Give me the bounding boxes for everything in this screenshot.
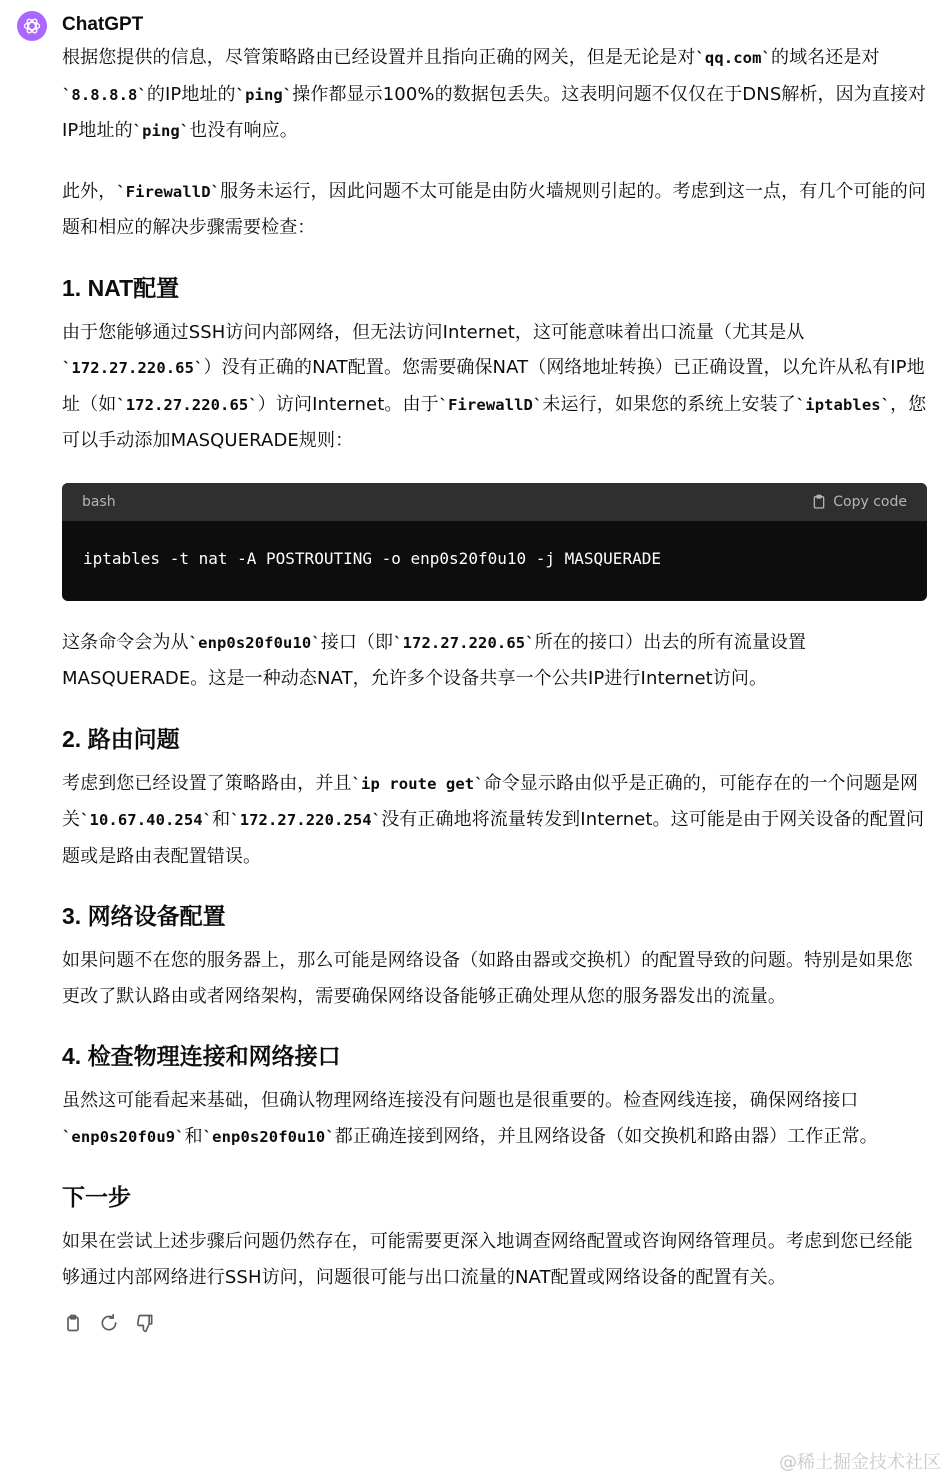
text-segment: 操作都显示100%的数据包丢失。这表明问题不仅仅在于DNS解析，因为直接对IP地址的 (62, 83, 927, 141)
heading-physical-connection: 4. 检查物理连接和网络接口 (62, 1043, 341, 1069)
text-segment: 命令显示路由似乎是正确的，可能存在的一个问题是网关 (62, 772, 919, 830)
inline-code: `172.27.220.65` (62, 359, 204, 377)
text-segment: ）访问Internet。由于 (257, 393, 439, 415)
paragraph-3 (62, 315, 930, 459)
text-segment: 根据您提供的信息，尽管策略路由已经设置并且指向正确的网关，但是无论是对 (62, 47, 696, 68)
code-language: bash (82, 493, 116, 510)
copy-code-button[interactable] (811, 494, 907, 510)
text-segment: 没有正确地将流量转发到Internet。这可能是由于网关设备的配置问题或是路由表配置错误。 (62, 809, 925, 867)
author-name: ChatGPT (62, 14, 144, 35)
paragraph-8: 如果在尝试上述步骤后问题仍然存在，可能需要更深入地调查网络配置或咨询网络管理员。考虑到您已经能够通过内部网络进行SSH访问，问题很可能与出口流量的NAT配置或网络设备的配置有关。 (62, 1231, 913, 1288)
code-content: iptables -t nat -A POSTROUTING -o enp0s20f0u10 -j MASQUERADE (83, 548, 661, 568)
text-segment: 的域名还是对 (770, 47, 880, 68)
text-segment: ）没有正确的NAT配置。您需要确保NAT（网络地址转换）已正确设置，以允许从私有IP地址（如 (62, 357, 925, 415)
text-segment: 这条命令会为从 (62, 631, 189, 653)
inline-code: `iptables` (795, 395, 891, 414)
inline-code: `8.8.8.8` (62, 85, 147, 104)
heading-next-step: 下一步 (62, 1184, 131, 1210)
paragraph-5 (62, 766, 930, 875)
message-actions (62, 1313, 930, 1333)
inline-code: `ping` (132, 122, 190, 140)
text-segment: 此外， (62, 180, 117, 202)
chatgpt-avatar (17, 11, 47, 41)
inline-code: `qq.com` (695, 49, 771, 67)
openai-logo-icon (22, 16, 42, 36)
heading-routing: 2. 路由问题 (62, 725, 180, 752)
text-segment: 服务未运行，因此问题不太可能是由防火墙规则引起的。考虑到这一点，有几个可能的问题和相应的解决步骤需要检查： (62, 180, 926, 238)
text-segment: 都正确连接到网络，并且网络设备（如交换机和路由器）工作正常。 (334, 1125, 878, 1147)
paragraph-6: 如果问题不在您的服务器上，那么可能是网络设备（如路由器或交换机）的配置导致的问题。特别是如果您更改了默认路由或者网络架构，需要确保网络设备能够正确处理从您的服务器发出的流量。 (62, 950, 913, 1007)
inline-code: `FirewallD` (438, 395, 543, 414)
heading-network-device: 3. 网络设备配置 (62, 903, 226, 929)
inline-code: `172.27.220.65` (393, 633, 535, 652)
regenerate-icon[interactable] (99, 1313, 119, 1333)
inline-code: `FirewallD` (116, 182, 221, 201)
text-segment: 接口（即 (320, 631, 394, 653)
paragraph-7 (62, 1083, 930, 1155)
text-segment: 未运行，如果您的系统上安装了 (542, 393, 796, 415)
copy-code-label: Copy code (833, 493, 907, 510)
text-segment: 和 (184, 1125, 203, 1147)
inline-code: `172.27.220.254` (230, 811, 382, 829)
text-segment: ，您可以手动添加MASQUERADE规则： (62, 393, 927, 451)
inline-code: `enp0s20f0u10` (202, 1127, 335, 1146)
text-segment: 所在的接口）出去的所有流量设置MASQUERADE。这是一种动态NAT，允许多个设备共享一个公共IP进行Internet访问。 (62, 631, 807, 689)
text-segment: 由于您能够通过SSH访问内部网络，但无法访问Internet，这可能意味着出口流量（尤其是从 (62, 321, 805, 343)
text-segment: 的IP地址的 (146, 83, 236, 105)
inline-code: `enp0s20f0u10` (188, 633, 321, 652)
thumbs-down-icon[interactable] (135, 1313, 155, 1333)
inline-code: `172.27.220.65` (116, 395, 258, 414)
watermark: @稀土掘金技术社区 (779, 1452, 941, 1473)
heading-nat: 1. NAT配置 (62, 274, 180, 301)
text-segment: 虽然这可能看起来基础，但确认物理网络连接没有问题也是很重要的。检查网线连接，确保网络接口 (62, 1090, 859, 1111)
inline-code: `ip route get` (351, 774, 484, 793)
code-block (62, 483, 927, 601)
clipboard-icon (811, 494, 827, 510)
inline-code: `enp0s20f0u9` (62, 1127, 185, 1146)
inline-code: `10.67.40.254` (80, 811, 213, 829)
copy-icon[interactable] (63, 1313, 83, 1333)
assistant-message (62, 40, 930, 1333)
text-segment: 也没有响应。 (189, 120, 298, 141)
paragraph-4 (62, 625, 930, 697)
paragraph-2 (62, 174, 930, 246)
paragraph-1 (62, 40, 930, 150)
inline-code: `ping` (235, 85, 293, 104)
text-segment: 和 (212, 809, 231, 830)
code-header (62, 483, 927, 521)
text-segment: 考虑到您已经设置了策略路由，并且 (62, 772, 352, 794)
